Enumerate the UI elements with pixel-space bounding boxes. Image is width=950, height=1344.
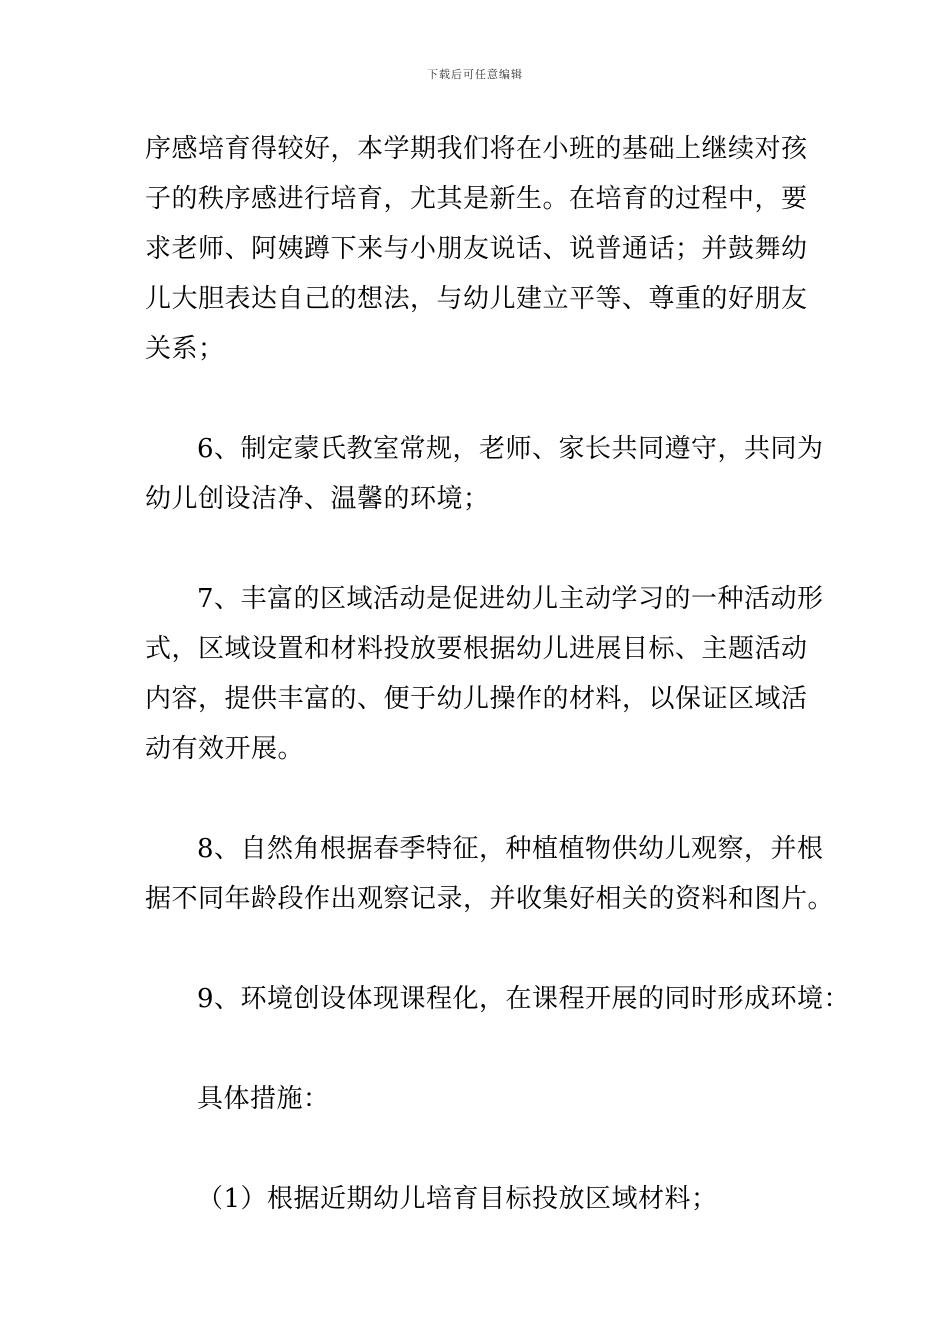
page-header-note: 下载后可任意编辑	[427, 68, 523, 81]
text-line: 序感培育得较好，本学期我们将在小班的基础上继续对孩	[145, 134, 808, 164]
text-line: 关系；	[145, 334, 225, 364]
text-line: 动有效开展。	[145, 734, 305, 764]
text-line: 6、制定蒙氏教室常规，老师、家长共同遵守，共同为	[197, 434, 824, 464]
paragraph-item-8	[145, 824, 835, 924]
text-line: 幼儿创设洁净、温馨的环境；	[145, 484, 490, 514]
text-line: 儿大胆表达自己的想法，与幼儿建立平等、尊重的好朋友	[145, 284, 808, 314]
paragraph-gap	[145, 774, 805, 824]
text-line: 8、自然角根据春季特征，种植植物供幼儿观察，并根	[197, 834, 824, 864]
paragraph-gap	[145, 524, 805, 574]
paragraph-gap	[145, 374, 805, 424]
text-line: 求老师、阿姨蹲下来与小朋友说话、说普通话；并鼓舞幼	[145, 234, 808, 264]
paragraph-gap	[145, 1124, 805, 1174]
text-line: 7、丰富的区域活动是促进幼儿主动学习的一种活动形	[197, 584, 824, 614]
paragraph-item-9	[145, 974, 851, 1024]
text-line: 据不同年龄段作出观察记录，并收集好相关的资料和图片。	[145, 884, 835, 914]
document-body	[145, 124, 851, 1224]
text-line: 式，区域设置和材料投放要根据幼儿进展目标、主题活动	[145, 634, 808, 664]
paragraph-item-7	[145, 574, 824, 774]
paragraph-item-6	[145, 424, 824, 524]
measure-item-1: （1）根据近期幼儿培育目标投放区域材料；	[197, 1184, 718, 1214]
text-line: 子的秩序感进行培育，尤其是新生。在培育的过程中，要	[145, 184, 808, 214]
text-line: 内容，提供丰富的、便于幼儿操作的材料，以保证区域活	[145, 684, 808, 714]
measures-heading: 具体措施：	[197, 1084, 330, 1114]
paragraph-order-sense	[145, 124, 808, 374]
paragraph-gap	[145, 1024, 805, 1074]
text-line: 9、环境创设体现课程化，在课程开展的同时形成环境：	[197, 984, 851, 1014]
paragraph-gap	[145, 924, 805, 974]
